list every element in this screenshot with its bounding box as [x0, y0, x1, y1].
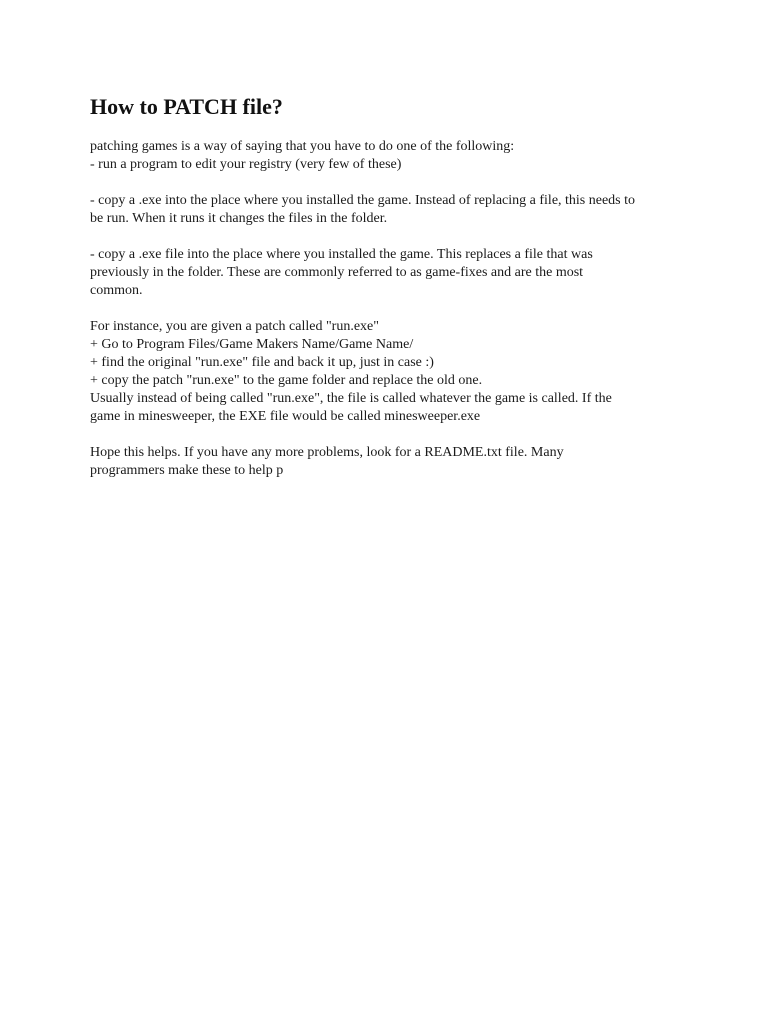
body-line: [90, 426, 690, 444]
body-line: + copy the patch "run.exe" to the game folder and replace the old one.: [90, 373, 483, 388]
body-line: [90, 300, 690, 318]
document-body: [90, 138, 690, 480]
body-line: For instance, you are given a patch called "run.exe": [90, 319, 379, 334]
body-line: - run a program to edit your registry (very few of these): [90, 157, 402, 172]
body-line: common.: [90, 283, 143, 298]
body-line: - copy a .exe file into the place where you installed the game. This replaces a file that was: [90, 247, 593, 262]
body-line: previously in the folder. These are commonly referred to as game-fixes and are the most: [90, 265, 584, 280]
body-line: programmers make these to help p: [90, 463, 284, 478]
body-line: Usually instead of being called "run.exe", the file is called whatever the game is called. If the: [90, 391, 612, 406]
body-line: Hope this helps. If you have any more problems, look for a README.txt file. Many: [90, 445, 564, 460]
body-line: be run. When it runs it changes the files in the folder.: [90, 211, 388, 226]
body-line: - copy a .exe into the place where you installed the game. Instead of replacing a file, this needs to: [90, 193, 636, 208]
body-line: [90, 228, 690, 246]
body-line: patching games is a way of saying that you have to do one of the following:: [90, 139, 515, 154]
body-line: [90, 174, 690, 192]
body-line: + Go to Program Files/Game Makers Name/Game Name/: [90, 337, 414, 352]
body-line: game in minesweeper, the EXE file would be called minesweeper.exe: [90, 409, 481, 424]
page-title: How to PATCH file?: [90, 94, 283, 119]
body-line: + find the original "run.exe" file and back it up, just in case :): [90, 355, 434, 370]
